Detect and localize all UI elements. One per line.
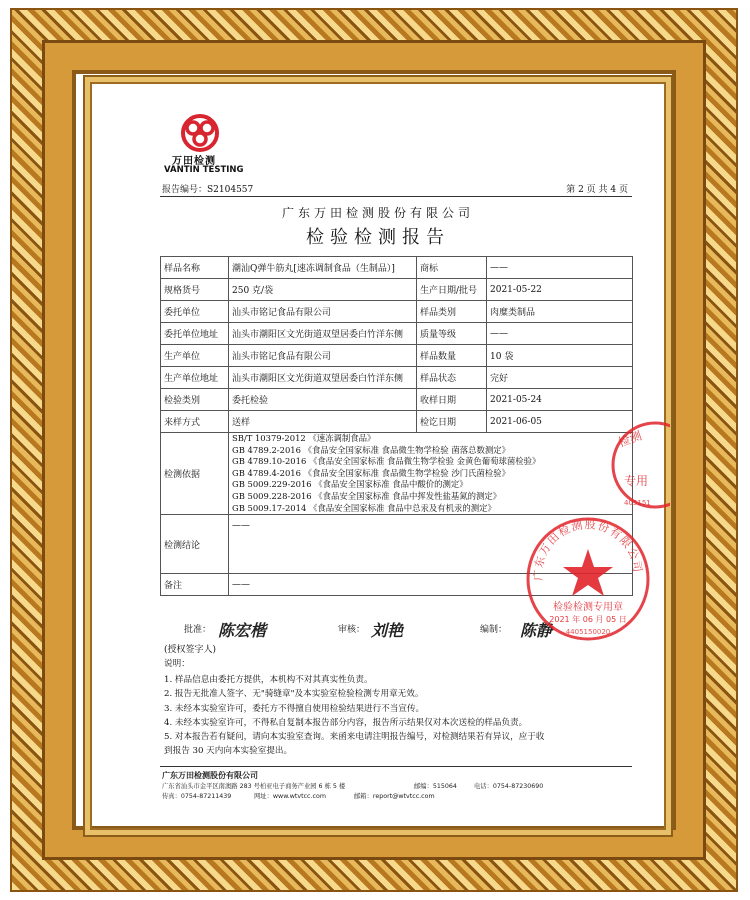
logo-english-name: VANTIN TESTING bbox=[164, 165, 244, 175]
field-value: 汕头市铭记食品有限公司 bbox=[229, 301, 417, 323]
remarks-value: —— bbox=[229, 574, 633, 596]
field-value: —— bbox=[487, 323, 633, 345]
prepare-label: 编制： bbox=[480, 625, 508, 635]
field-label: 收样日期 bbox=[417, 389, 487, 411]
field-label: 生产单位 bbox=[161, 345, 229, 367]
seal-center-text: 检验检测专用章 bbox=[553, 602, 623, 613]
basis-item: GB 4789.4-2016 《食品安全国家标准 食品微生物学检验 沙门氏菌检验》 bbox=[232, 467, 510, 478]
report-page bbox=[118, 94, 645, 806]
company-name: 广东万田检测股份有限公司 bbox=[281, 206, 474, 220]
field-label: 样品状态 bbox=[417, 367, 487, 389]
basis-list bbox=[229, 433, 633, 515]
footer-phone: 电话：0754-87230690 bbox=[474, 783, 544, 790]
field-value: 汕头市潮阳区文光街道双望居委白竹洋东侧 bbox=[229, 367, 417, 389]
field-value: 汕头市铭记食品有限公司 bbox=[229, 345, 417, 367]
field-label: 检讫日期 bbox=[417, 411, 487, 433]
field-label: 规格货号 bbox=[161, 279, 229, 301]
field-label: 生产日期/批号 bbox=[417, 279, 487, 301]
table-row bbox=[161, 389, 633, 411]
table-row bbox=[161, 257, 633, 279]
field-label: 生产单位地址 bbox=[161, 367, 229, 389]
table-row bbox=[161, 279, 633, 301]
preparer-signature: 陈静 bbox=[520, 621, 553, 640]
vantin-logo-icon bbox=[178, 114, 222, 152]
notes-title: 说明： bbox=[164, 659, 190, 669]
basis-item: GB 5009.229-2016 《食品安全国家标准 食品中酸价的测定》 bbox=[232, 479, 468, 490]
field-value: 2021-05-24 bbox=[487, 389, 633, 411]
note-item: 5. 对本报告若有疑问，请向本实验室查询。来函来电请注明报告编号，对检测结果若有异议，应于收 bbox=[164, 732, 545, 743]
field-value: 汕头市潮阳区文光街道双望居委白竹洋东侧 bbox=[229, 323, 417, 345]
page-indicator: 第 2 页 共 4 页 bbox=[566, 185, 628, 195]
notes-list bbox=[164, 673, 544, 758]
seal-serial: 4405150020 bbox=[565, 628, 611, 636]
remarks-label: 备注 bbox=[161, 574, 229, 596]
table-row bbox=[161, 323, 633, 345]
footer-company: 广东万田检测股份有限公司 bbox=[162, 771, 258, 780]
field-value: 委托检验 bbox=[229, 389, 417, 411]
field-label: 样品名称 bbox=[161, 257, 229, 279]
footer-fax: 传真：0754-87211439 bbox=[162, 793, 232, 800]
field-value: 2021-05-22 bbox=[487, 279, 633, 301]
table-row bbox=[161, 345, 633, 367]
review-label: 审核： bbox=[338, 625, 366, 635]
conclusion-label: 检测结论 bbox=[161, 515, 229, 574]
field-label: 检验类别 bbox=[161, 389, 229, 411]
note-item: 2. 报告无批准人签字、无"骑缝章"及本实验室检验检测专用章无效。 bbox=[164, 689, 424, 700]
field-value: 2021-06-05 bbox=[487, 411, 633, 433]
field-value: 10 袋 bbox=[487, 345, 633, 367]
official-seal-icon bbox=[523, 514, 653, 644]
field-value: 完好 bbox=[487, 367, 633, 389]
reviewer-signature: 刘艳 bbox=[371, 621, 404, 640]
conclusion-value: —— bbox=[229, 515, 633, 574]
basis-item: GB 4789.2-2016 《食品安全国家标准 食品微生物学检验 菌落总数测定》 bbox=[232, 444, 510, 455]
table-row bbox=[161, 367, 633, 389]
report-title: 检验检测报告 bbox=[306, 227, 450, 248]
basis-item: SB/T 10379-2012 《速冻调制食品》 bbox=[232, 433, 376, 443]
side-seal-serial: 405151 bbox=[624, 499, 651, 507]
info-rows bbox=[161, 257, 633, 433]
field-label: 样品类别 bbox=[417, 301, 487, 323]
approve-label: 批准： bbox=[184, 625, 212, 635]
table-row bbox=[161, 301, 633, 323]
footer-divider bbox=[160, 766, 632, 767]
notes-section bbox=[164, 657, 544, 758]
field-label: 样品数量 bbox=[417, 345, 487, 367]
field-value: 送样 bbox=[229, 411, 417, 433]
basis-item: GB 5009.228-2016 《食品安全国家标准 食品中挥发性盐基氮的测定》 bbox=[232, 490, 502, 501]
footer-address: 广东省汕头市金平区南澳路 283 号柏亚电子商务产业园 6 栋 5 楼 bbox=[162, 783, 346, 790]
basis-item: GB 5009.17-2014 《食品安全国家标准 食品中总汞及有机汞的测定》 bbox=[232, 502, 496, 513]
footer-postcode: 邮编：515064 bbox=[414, 783, 457, 790]
note-item: 1. 样品信息由委托方提供，本机构不对其真实性负责。 bbox=[164, 675, 373, 686]
approver-signature: 陈宏楷 bbox=[218, 621, 267, 640]
footer-website[interactable]: 网址：www.wtvtcc.com bbox=[254, 793, 326, 800]
basis-row bbox=[161, 433, 633, 515]
side-seal-text1: 检测 bbox=[616, 428, 644, 450]
field-value: 潮汕Q弹牛筋丸[速冻调制食品（生制品）] bbox=[229, 257, 417, 279]
seal-ring-text: 广东万田检测股份有限公司 bbox=[531, 518, 645, 581]
footer-email[interactable]: 邮箱：report@wtvtcc.com bbox=[354, 793, 435, 800]
field-value: 肉糜类制品 bbox=[487, 301, 633, 323]
basis-item: GB 4789.10-2016 《食品安全国家标准 食品微生物学检验 金黄色葡萄球菌检验》 bbox=[232, 456, 541, 467]
logo-chinese-name: 万田检测 bbox=[172, 156, 216, 167]
side-seal-text2: 专用 bbox=[624, 474, 649, 488]
note-item: 3. 未经本实验室许可，委托方不得擅自使用检验结果进行不当宣传。 bbox=[164, 703, 425, 714]
field-label: 委托单位 bbox=[161, 301, 229, 323]
field-label: 商标 bbox=[417, 257, 487, 279]
report-number: 报告编号：S2104557 bbox=[162, 185, 254, 195]
note-item: 到报告 30 天内向本实验室提出。 bbox=[164, 746, 293, 757]
header-divider bbox=[160, 196, 632, 197]
table-row bbox=[161, 411, 633, 433]
side-seal-icon bbox=[600, 415, 670, 515]
field-value: 250 克/袋 bbox=[229, 279, 417, 301]
note-item: 4. 未经本实验室许可，不得私自复制本报告部分内容，报告所示结果仅对本次送检的样品负责。 bbox=[164, 717, 528, 728]
seal-date: 2021 年 06 月 05 日 bbox=[549, 615, 627, 624]
field-label: 来样方式 bbox=[161, 411, 229, 433]
field-value: —— bbox=[487, 257, 633, 279]
basis-label: 检测依据 bbox=[161, 433, 229, 515]
field-label: 委托单位地址 bbox=[161, 323, 229, 345]
field-label: 质量等级 bbox=[417, 323, 487, 345]
approve-sublabel: (授权签字人) bbox=[164, 645, 217, 655]
